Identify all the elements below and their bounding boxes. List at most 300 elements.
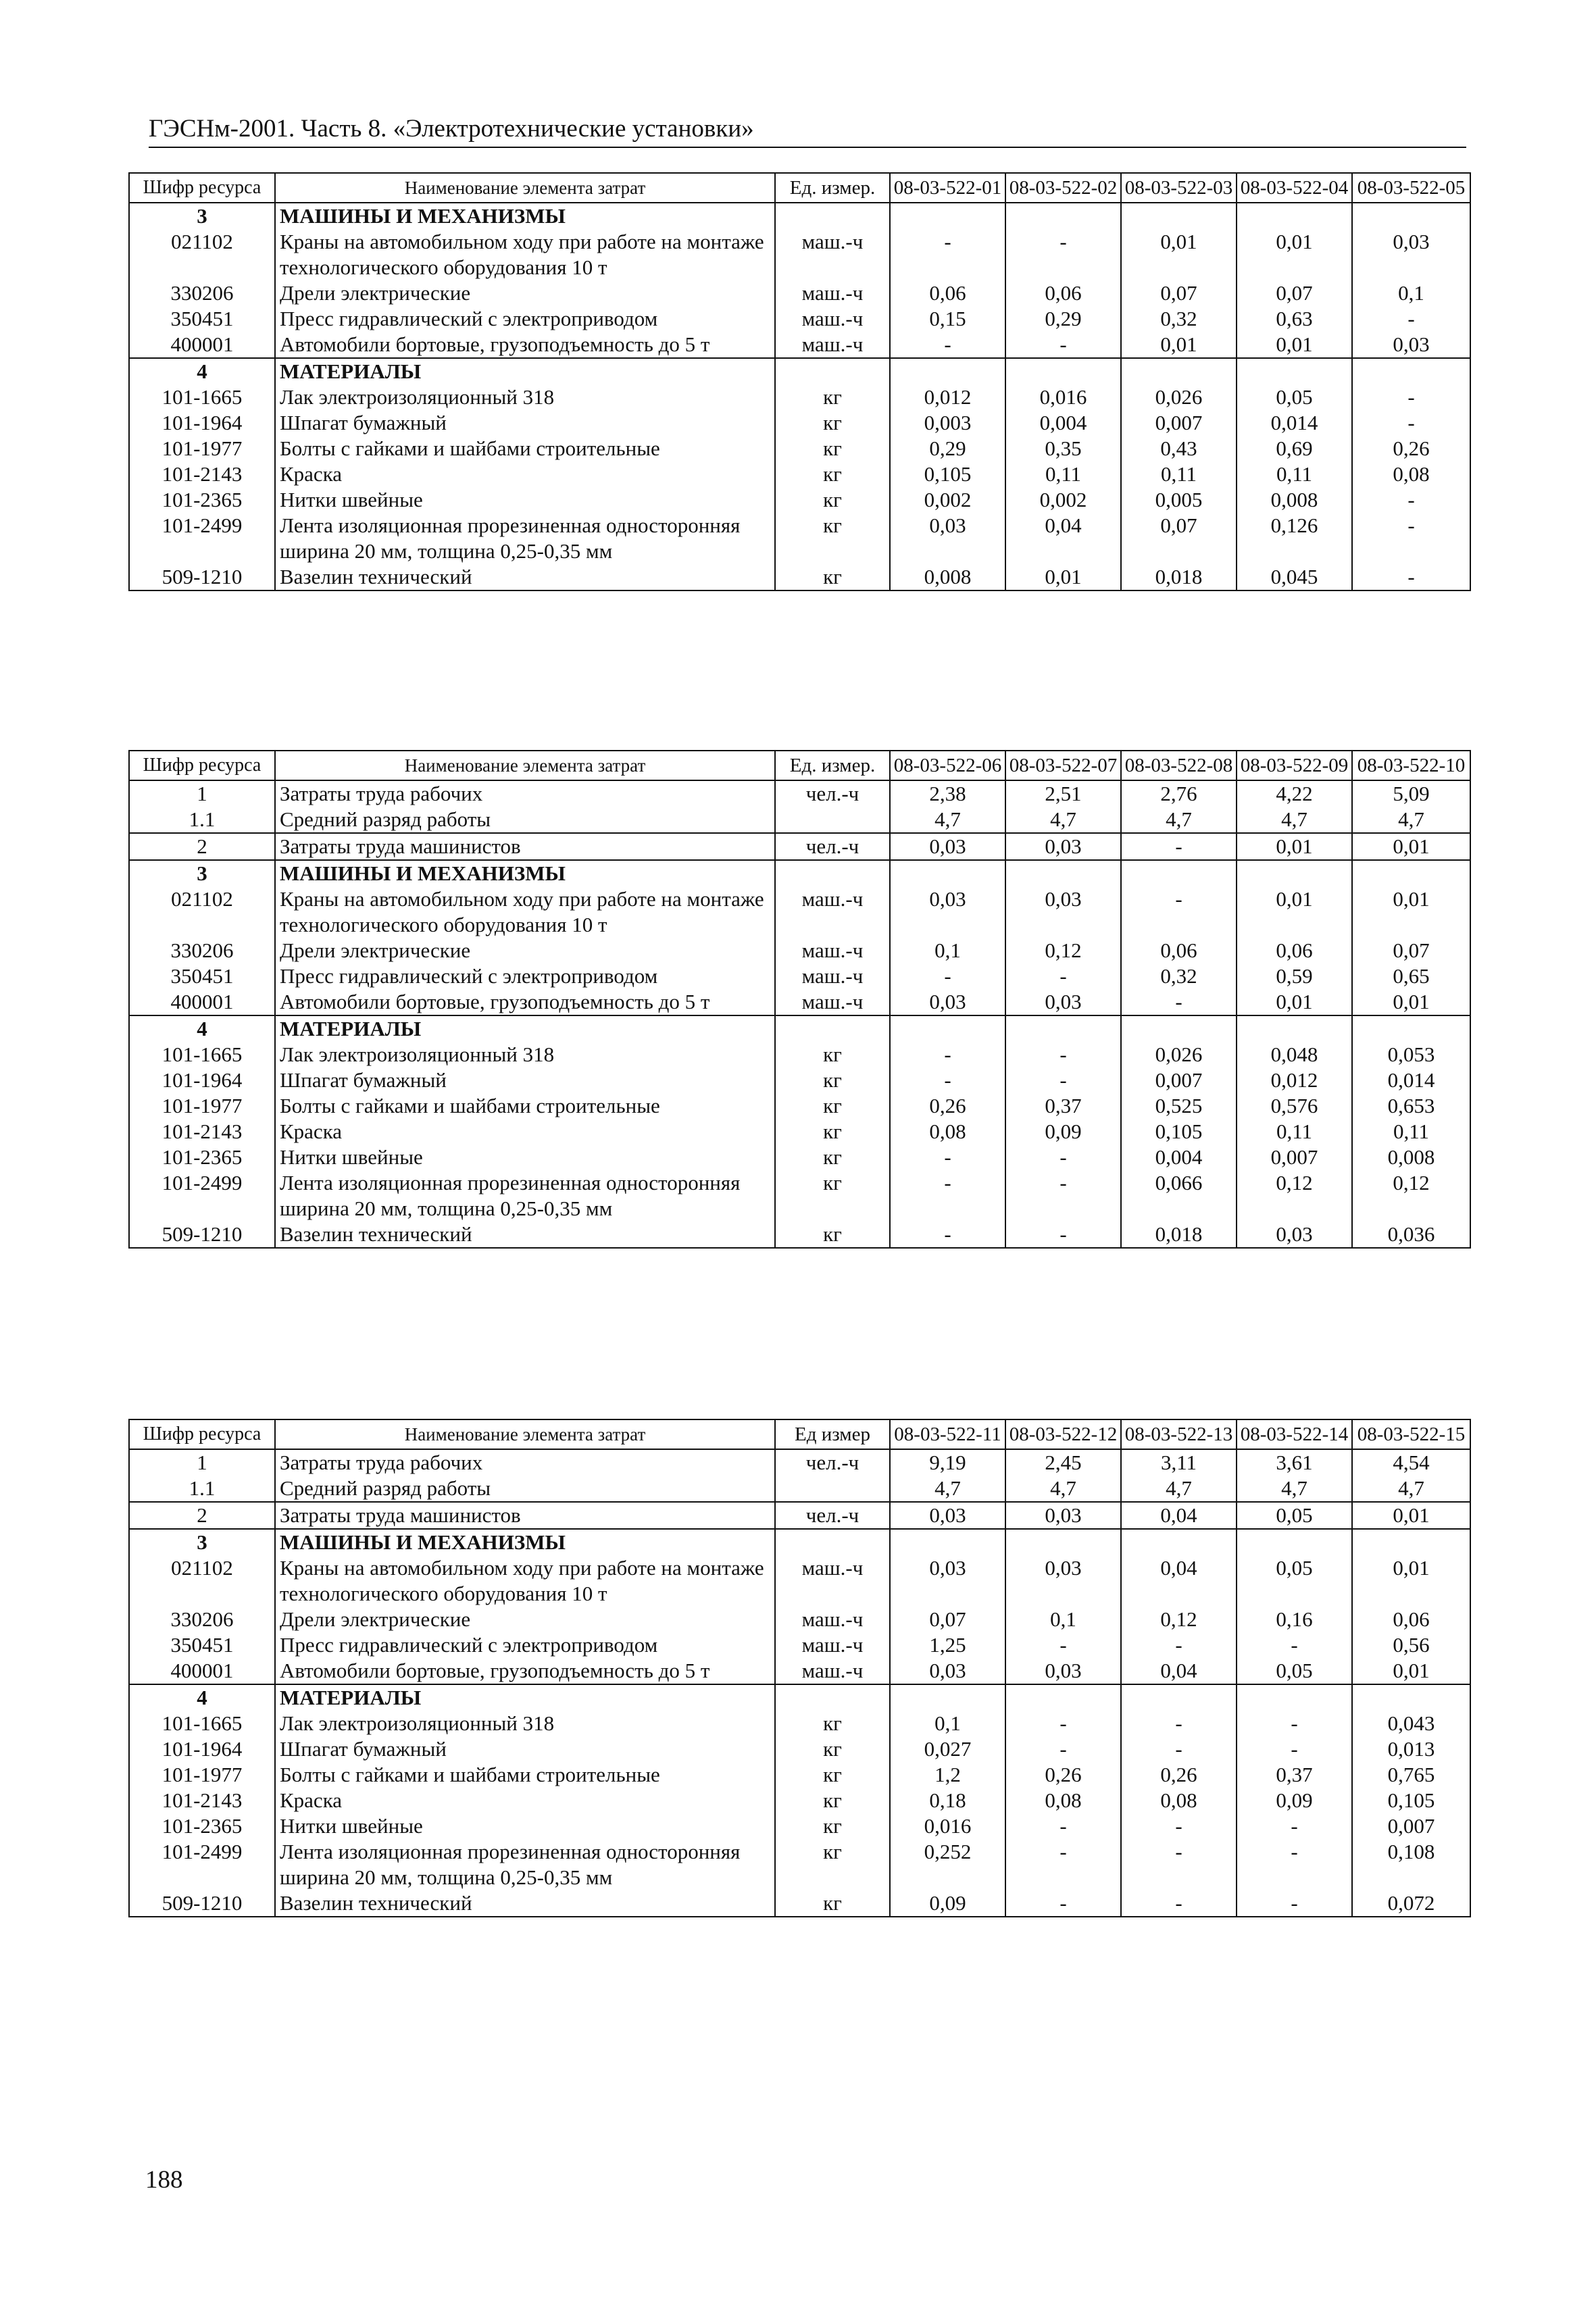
norm-value: 0,01 [1237,332,1352,358]
norm-value: - [1005,963,1121,989]
unit-of-measure: кг [775,410,890,436]
norm-value [1352,358,1470,384]
resource-code: 330206 [129,1607,275,1632]
norm-value: 0,03 [1352,332,1470,358]
unit-of-measure: маш.-ч [775,963,890,989]
norm-value: 4,7 [1121,807,1237,833]
norm-value: 0,11 [1121,461,1237,487]
cost-element-name: Затраты труда рабочих [275,1449,775,1476]
norm-value [1005,203,1121,229]
norm-value: 0,01 [1352,1502,1470,1529]
norm-value: 0,26 [1005,1762,1121,1788]
col-header-norm-code: 08-03-522-14 [1237,1419,1352,1449]
norm-value: 0,043 [1352,1711,1470,1736]
cost-element-name: Средний разряд работы [275,1476,775,1502]
resource-code: 509-1210 [129,1222,275,1248]
norm-value: - [1005,1067,1121,1093]
norm-value: - [1121,833,1237,860]
col-header-code: Шифр ресурса [129,173,275,203]
norm-value: 0,1 [1005,1607,1121,1632]
norm-value: 0,07 [1352,938,1470,963]
norm-value: - [1005,1632,1121,1658]
table-row [129,280,1470,306]
norm-value: 0,09 [890,1890,1005,1917]
norm-value: - [1237,1890,1352,1917]
table-row [129,410,1470,436]
unit-of-measure [775,1529,890,1555]
table-row [129,1555,1470,1607]
norm-value: - [1005,1839,1121,1890]
norm-value: 0,05 [1237,1658,1352,1684]
norm-value: - [1005,1170,1121,1222]
norm-value [1121,358,1237,384]
norm-value [1352,203,1470,229]
norm-value: 0,03 [1237,1222,1352,1248]
norm-value: 0,653 [1352,1093,1470,1119]
cost-element-name: МАШИНЫ И МЕХАНИЗМЫ [275,1529,775,1555]
norm-value: 0,04 [1121,1658,1237,1684]
table-row [129,1476,1470,1502]
table-row [129,1684,1470,1711]
norm-value: 4,22 [1237,780,1352,807]
norm-value: 0,05 [1237,1502,1352,1529]
table-row [129,461,1470,487]
resource-code: 101-2365 [129,1813,275,1839]
unit-of-measure: кг [775,1222,890,1248]
norm-value: - [1121,1736,1237,1762]
table-row [129,332,1470,358]
table-row [129,1170,1470,1222]
norm-value: 0,11 [1237,1119,1352,1145]
unit-of-measure: кг [775,1711,890,1736]
col-header-unit: Ед измер [775,1419,890,1449]
cost-element-name: Болты с гайками и шайбами строительные [275,1762,775,1788]
norm-value [1352,1529,1470,1555]
norm-value: - [1237,1632,1352,1658]
norm-value: 0,03 [1005,1658,1121,1684]
resource-code: 4 [129,358,275,384]
cost-element-name: Вазелин технический [275,564,775,590]
norm-value: 0,016 [1005,384,1121,410]
table-row [129,384,1470,410]
norm-value [1121,860,1237,886]
col-header-name: Наименование элемента затрат [275,751,775,780]
resource-code: 101-1977 [129,1093,275,1119]
col-header-norm-code: 08-03-522-11 [890,1419,1005,1449]
unit-of-measure: маш.-ч [775,1607,890,1632]
norm-value: - [1005,332,1121,358]
cost-element-name: Лак электроизоляционный 318 [275,1711,775,1736]
unit-of-measure: кг [775,1093,890,1119]
norm-value: - [890,1145,1005,1170]
norm-value: 0,252 [890,1839,1005,1890]
norm-value: - [1005,1813,1121,1839]
cost-element-name: Нитки швейные [275,1813,775,1839]
table-row [129,963,1470,989]
cost-element-name: Пресс гидравлический с электроприводом [275,963,775,989]
norm-value: 0,012 [890,384,1005,410]
norm-value: 0,007 [1237,1145,1352,1170]
norm-value: 0,007 [1352,1813,1470,1839]
unit-of-measure: кг [775,1788,890,1813]
norm-value: 0,43 [1121,436,1237,461]
norm-value: 0,09 [1005,1119,1121,1145]
norm-value: 0,036 [1352,1222,1470,1248]
norm-value: - [1352,513,1470,564]
norm-value: 0,69 [1237,436,1352,461]
norm-value: 5,09 [1352,780,1470,807]
resource-code: 021102 [129,886,275,938]
norm-value: 0,013 [1352,1736,1470,1762]
table-row [129,436,1470,461]
cost-element-name: Автомобили бортовые, грузоподъемность до 5 т [275,332,775,358]
norm-value [1352,1684,1470,1711]
resource-code: 4 [129,1015,275,1042]
norm-value: 0,005 [1121,487,1237,513]
table-row [129,1093,1470,1119]
col-header-norm-code: 08-03-522-10 [1352,751,1470,780]
unit-of-measure: кг [775,1170,890,1222]
cost-element-name: Краска [275,1119,775,1145]
norm-value: 0,018 [1121,564,1237,590]
norm-value: 0,01 [1237,833,1352,860]
norm-value: - [1005,229,1121,280]
norm-value: 0,014 [1352,1067,1470,1093]
table-row [129,1607,1470,1632]
table-row [129,1658,1470,1684]
norm-value: 0,066 [1121,1170,1237,1222]
col-header-norm-code: 08-03-522-05 [1352,173,1470,203]
norm-value: 0,026 [1121,1042,1237,1067]
unit-of-measure: кг [775,1762,890,1788]
table-row [129,229,1470,280]
cost-element-name: Шпагат бумажный [275,1736,775,1762]
unit-of-measure: маш.-ч [775,1555,890,1607]
table-row [129,306,1470,332]
col-header-code: Шифр ресурса [129,1419,275,1449]
norm-value: 0,03 [890,1502,1005,1529]
table-row [129,1145,1470,1170]
norm-value: 0,048 [1237,1042,1352,1067]
resource-code: 400001 [129,989,275,1015]
resource-code: 3 [129,860,275,886]
norm-value [1005,358,1121,384]
resource-code: 101-2143 [129,461,275,487]
cost-element-name: Лента изоляционная прорезиненная односторонняя ширина 20 мм, толщина 0,25-0,35 мм [275,1170,775,1222]
unit-of-measure: кг [775,1042,890,1067]
table-row [129,358,1470,384]
norm-value [890,358,1005,384]
norm-value: 0,37 [1237,1762,1352,1788]
norm-value: 0,03 [1352,229,1470,280]
norm-value: 0,11 [1352,1119,1470,1145]
norm-value: - [1121,1632,1237,1658]
resource-code: 101-1964 [129,1736,275,1762]
norm-value: 0,03 [890,833,1005,860]
norm-value: - [1237,1813,1352,1839]
norm-value: 4,7 [1121,1476,1237,1502]
norm-value: - [890,1222,1005,1248]
norm-value: 0,35 [1005,436,1121,461]
norm-value: 1,2 [890,1762,1005,1788]
norm-value: 0,003 [890,410,1005,436]
table-row [129,1502,1470,1529]
norm-value [1005,1684,1121,1711]
norm-value: 0,04 [1121,1502,1237,1529]
norm-value: 0,03 [890,513,1005,564]
table-row [129,1762,1470,1788]
table-row [129,1067,1470,1093]
table-row [129,833,1470,860]
resource-code: 2 [129,833,275,860]
cost-element-name: Затраты труда машинистов [275,833,775,860]
norm-value: 0,01 [1352,886,1470,938]
unit-of-measure: кг [775,1813,890,1839]
norm-value [890,203,1005,229]
unit-of-measure: кг [775,487,890,513]
norm-value: - [890,229,1005,280]
unit-of-measure: маш.-ч [775,886,890,938]
norm-value: 0,05 [1237,384,1352,410]
unit-of-measure: чел.-ч [775,1449,890,1476]
norm-value: 0,26 [1121,1762,1237,1788]
norm-value: 0,01 [1121,332,1237,358]
norm-value: 4,7 [890,807,1005,833]
unit-of-measure: кг [775,1067,890,1093]
norm-value: - [890,332,1005,358]
norm-value: 0,108 [1352,1839,1470,1890]
cost-element-name: Дрели электрические [275,280,775,306]
col-header-name: Наименование элемента затрат [275,173,775,203]
norm-value: 0,08 [1005,1788,1121,1813]
header-row [129,751,1470,780]
norm-value: - [1237,1711,1352,1736]
table-row [129,203,1470,229]
header-row [129,1419,1470,1449]
norm-value: 4,7 [1005,1476,1121,1502]
table-row [129,886,1470,938]
header-row [129,173,1470,203]
resource-code: 101-2143 [129,1788,275,1813]
cost-element-name: Краска [275,1788,775,1813]
norm-value: 0,08 [890,1119,1005,1145]
cost-element-name: Дрели электрические [275,1607,775,1632]
norm-value: 0,06 [1005,280,1121,306]
col-header-norm-code: 08-03-522-12 [1005,1419,1121,1449]
norm-value: 0,12 [1352,1170,1470,1222]
norm-value: 0,03 [1005,886,1121,938]
norm-value: 0,15 [890,306,1005,332]
norm-value: 0,126 [1237,513,1352,564]
norm-value: 0,08 [1121,1788,1237,1813]
norm-value: 0,04 [1005,513,1121,564]
unit-of-measure: кг [775,1839,890,1890]
norm-value: 0,01 [1237,229,1352,280]
table-row [129,1788,1470,1813]
norm-value: 0,07 [1121,280,1237,306]
norm-value: 0,03 [1005,1502,1121,1529]
norm-value: 0,03 [890,1555,1005,1607]
col-header-unit: Ед. измер. [775,751,890,780]
norm-value: 0,56 [1352,1632,1470,1658]
resource-code: 101-2499 [129,1839,275,1890]
norm-value: 0,29 [1005,306,1121,332]
table-row [129,1222,1470,1248]
cost-element-name: Нитки швейные [275,487,775,513]
norm-value: 0,105 [1121,1119,1237,1145]
cost-element-name: Нитки швейные [275,1145,775,1170]
unit-of-measure [775,1476,890,1502]
col-header-norm-code: 08-03-522-08 [1121,751,1237,780]
norm-value: 0,012 [1237,1067,1352,1093]
norm-value: - [1005,1145,1121,1170]
norm-value [1005,1015,1121,1042]
norm-value: 0,07 [1237,280,1352,306]
unit-of-measure: маш.-ч [775,1658,890,1684]
norm-value [1352,860,1470,886]
norm-value: - [1352,410,1470,436]
norm-value: 0,01 [1352,989,1470,1015]
unit-of-measure: кг [775,564,890,590]
norm-value: 2,76 [1121,780,1237,807]
norm-value: 0,1 [890,938,1005,963]
resource-code: 400001 [129,332,275,358]
resource-code: 1 [129,1449,275,1476]
norm-value: 0,12 [1237,1170,1352,1222]
norm-value: 0,03 [1005,1555,1121,1607]
norm-value: 0,072 [1352,1890,1470,1917]
cost-element-name: Лента изоляционная прорезиненная односторонняя ширина 20 мм, толщина 0,25-0,35 мм [275,1839,775,1890]
col-header-norm-code: 08-03-522-15 [1352,1419,1470,1449]
unit-of-measure: маш.-ч [775,989,890,1015]
norm-value: 0,07 [890,1607,1005,1632]
unit-of-measure: чел.-ч [775,1502,890,1529]
norm-value: - [890,963,1005,989]
norm-value: 4,54 [1352,1449,1470,1476]
norm-value: 0,11 [1237,461,1352,487]
norm-value: 4,7 [1005,807,1121,833]
unit-of-measure [775,203,890,229]
norm-value: 0,007 [1121,410,1237,436]
norm-value: 0,08 [1352,461,1470,487]
norm-value: 0,04 [1121,1555,1237,1607]
unit-of-measure: маш.-ч [775,280,890,306]
resource-code: 101-1964 [129,1067,275,1093]
norm-value [1237,1684,1352,1711]
cost-element-name: МАТЕРИАЛЫ [275,1015,775,1042]
page-number: 188 [145,2166,183,2194]
norm-value: - [890,1067,1005,1093]
norm-value: 0,03 [890,1658,1005,1684]
cost-element-name: Затраты труда рабочих [275,780,775,807]
resource-code: 101-2143 [129,1119,275,1145]
table-row [129,1529,1470,1555]
resource-code: 1.1 [129,807,275,833]
norm-value: 4,7 [1352,1476,1470,1502]
unit-of-measure: маш.-ч [775,306,890,332]
table-row [129,807,1470,833]
cost-element-name: Шпагат бумажный [275,410,775,436]
unit-of-measure [775,1684,890,1711]
resource-code: 4 [129,1684,275,1711]
norm-value: 0,05 [1237,1555,1352,1607]
norm-value: - [1121,989,1237,1015]
norm-value: 0,03 [1005,833,1121,860]
norm-value: 0,053 [1352,1042,1470,1067]
norm-value: 0,1 [890,1711,1005,1736]
norm-value: 0,03 [1005,989,1121,1015]
norm-value: - [1121,1890,1237,1917]
resource-code: 101-1977 [129,1762,275,1788]
unit-of-measure [775,807,890,833]
norm-value: - [1005,1736,1121,1762]
norm-value: - [1121,1839,1237,1890]
resource-code: 3 [129,1529,275,1555]
norm-value: 0,01 [1237,989,1352,1015]
col-header-unit: Ед. измер. [775,173,890,203]
norm-value: 0,007 [1121,1067,1237,1093]
cost-element-name: Лак электроизоляционный 318 [275,384,775,410]
norm-value: 0,06 [1237,938,1352,963]
col-header-name: Наименование элемента затрат [275,1419,775,1449]
norm-value: 1,25 [890,1632,1005,1658]
cost-element-name: Краны на автомобильном ходу при работе на монтаже технологического оборудования 10 т [275,886,775,938]
norm-value [1121,203,1237,229]
resource-code: 350451 [129,306,275,332]
table-row [129,1632,1470,1658]
norm-value [1121,1529,1237,1555]
col-header-norm-code: 08-03-522-02 [1005,173,1121,203]
cost-element-name: Затраты труда машинистов [275,1502,775,1529]
norm-value: 0,045 [1237,564,1352,590]
cost-element-name: Краны на автомобильном ходу при работе на монтаже технологического оборудования 10 т [275,229,775,280]
table-row [129,487,1470,513]
norm-value: 0,01 [1121,229,1237,280]
unit-of-measure: маш.-ч [775,332,890,358]
norm-value: 0,002 [1005,487,1121,513]
norm-value: 0,03 [890,989,1005,1015]
col-header-norm-code: 08-03-522-06 [890,751,1005,780]
norm-value: 0,576 [1237,1093,1352,1119]
cost-element-name: Средний разряд работы [275,807,775,833]
unit-of-measure [775,860,890,886]
norm-value: - [1352,564,1470,590]
col-header-norm-code: 08-03-522-04 [1237,173,1352,203]
norm-value: 0,01 [1005,564,1121,590]
norm-value: 0,016 [890,1813,1005,1839]
cost-element-name: Пресс гидравлический с электроприводом [275,306,775,332]
table-row [129,989,1470,1015]
resource-code: 101-1977 [129,436,275,461]
norm-value [1237,358,1352,384]
norm-value: 0,18 [890,1788,1005,1813]
resource-code: 101-1665 [129,1711,275,1736]
resource-code: 101-2499 [129,513,275,564]
norm-value: 0,32 [1121,306,1237,332]
col-header-norm-code: 08-03-522-13 [1121,1419,1237,1449]
cost-element-name: Краны на автомобильном ходу при работе на монтаже технологического оборудования 10 т [275,1555,775,1607]
norm-value: - [1005,1222,1121,1248]
norm-value: 0,65 [1352,963,1470,989]
cost-element-name: МАТЕРИАЛЫ [275,1684,775,1711]
norm-value: - [1352,306,1470,332]
norm-value: 0,01 [1352,1555,1470,1607]
unit-of-measure: кг [775,1119,890,1145]
norm-value: - [1121,886,1237,938]
unit-of-measure: кг [775,513,890,564]
cost-element-name: Шпагат бумажный [275,1067,775,1093]
table-row [129,1890,1470,1917]
